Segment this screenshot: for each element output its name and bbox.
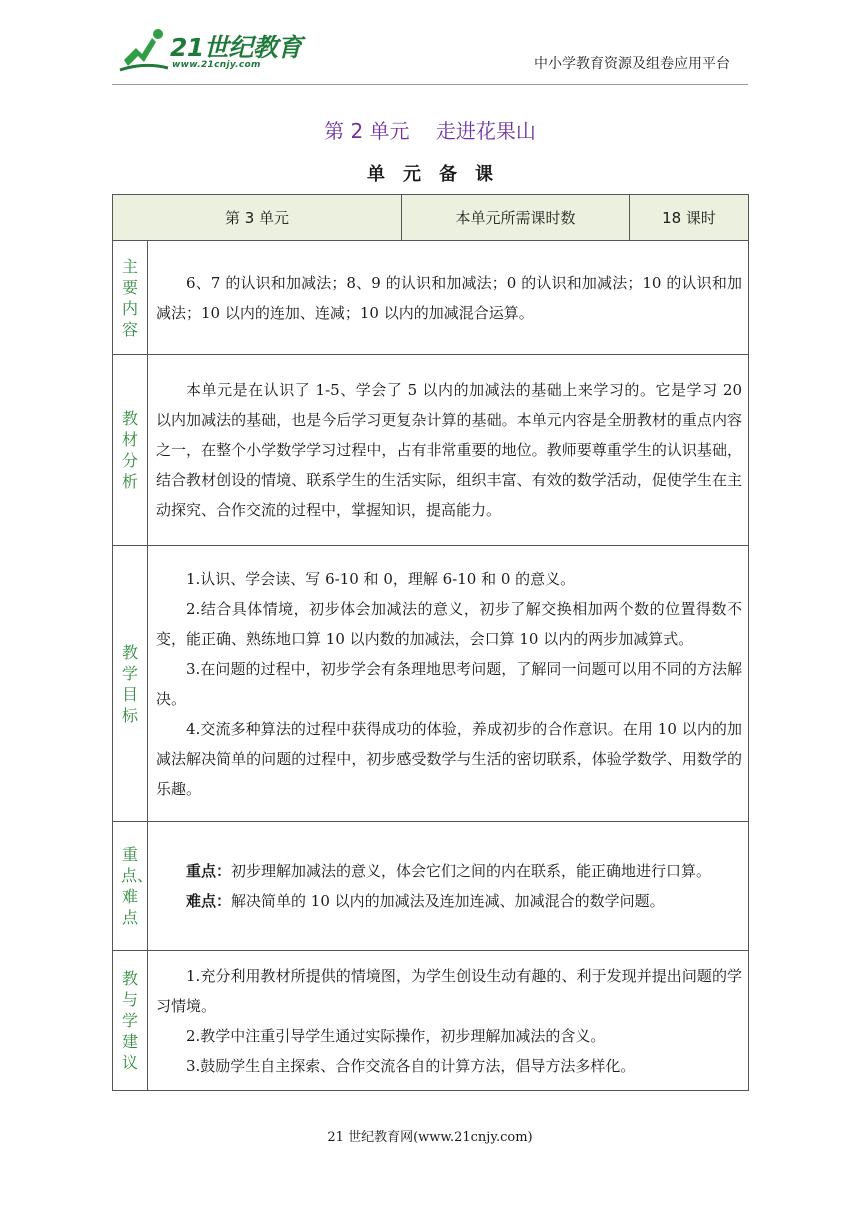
section-title: 单元备课 [367,164,511,185]
paragraph: 1.认识、学会读、写 6-10 和 0，理解 6-10 和 0 的意义。 [186,569,576,588]
row-label: 重点、难点 [121,845,154,927]
paragraph: 3.鼓励学生自主探索、合作交流各自的计算方法，倡导方法多样化。 [186,1056,636,1075]
main-content-cell [148,241,749,355]
table-row-teaching-goals [113,546,749,822]
table-row-textbook-analysis [113,355,749,546]
unit-cell: 第 3 单元 [113,195,402,241]
header-divider [112,84,748,85]
key-points-cell [148,822,749,951]
difficulty-label: 难点： [186,892,232,910]
suggestions-cell [148,951,749,1091]
hours-label-cell: 本单元所需课时数 [402,195,630,241]
row-label: 教与学建议 [121,969,138,1072]
paragraph: 3.在问题的过程中，初步学会有条理地思考问题，了解同一问题可以用不同的方法解决。 [156,659,742,708]
goals-cell [148,546,749,822]
paragraph: 本单元是在认识了 1-5、学会了 5 以内的加减法的基础上来学习的。它是学习 20 以内加减法的基础，也是今后学习更复杂计算的基础。本单元内容是全册教材的重点内容之一，在整个小学数学学习过程中，占有非常重要的地位。教师要尊重学生的认识基础，结合教材创设的情境、联系学生的生活实际，组织丰富、有效的数学活动，促使学生在主动探究、合作交流的过程中，掌握知识，提高能力。 [156,381,742,519]
table-header-row [113,195,749,241]
key-point-label: 重点： [186,862,232,880]
paragraph: 4.交流多种算法的过程中获得成功的体验，养成初步的合作意识。在用 10 以内的加减法解决简单的问题的过程中，初步感受数学与生活的密切联系，体验学数学、用数学的乐趣。 [156,719,742,798]
hours-value-cell: 18 课时 [630,195,749,241]
page-footer: 21 世纪教育网(www.21cnjy.com) [327,1130,533,1145]
key-point-text: 初步理解加减法的意义，体会它们之间的内在联系，能正确地进行口算。 [231,862,712,880]
lesson-plan-table [112,194,749,1091]
runner-logo-icon [118,26,170,74]
site-logo[interactable] [118,26,302,76]
row-label: 教学目标 [121,642,138,725]
platform-name: 中小学教育资源及组卷应用平台 [534,56,730,72]
paragraph: 1.充分利用教材所提供的情境图，为学生创设生动有趣的、利于发现并提出问题的学习情境。 [156,966,742,1015]
paragraph: 2.结合具体情境，初步体会加减法的意义，初步了解交换相加两个数的位置得数不变，能正确、熟练地口算 10 以内数的加减法，会口算 10 以内的两步加减算式。 [156,599,742,648]
logo-url: www.21cnjy.com [172,60,261,70]
row-label: 主要内容 [121,256,138,339]
table-row-key-difficult [113,822,749,951]
page-header [0,0,860,86]
row-label: 教材分析 [121,409,138,491]
paragraph: 6、7 的认识和加减法；8、9 的认识和加减法；0 的认识和加减法；10 的认识和加减法；10 以内的连加、连减；10 以内的加减混合运算。 [156,273,742,322]
analysis-cell [148,355,749,546]
table-row-suggestions [113,951,749,1091]
difficulty-paragraph [156,886,742,916]
table-row-main-content [113,241,749,355]
key-point-paragraph [156,856,742,886]
difficulty-text: 解决简单的 10 以内的加减法及连加连减、加减混合的数学问题。 [231,892,665,910]
paragraph: 2.教学中注重引导学生通过实际操作，初步理解加减法的含义。 [186,1026,606,1045]
logo-text: 21世纪教育 [170,33,302,62]
unit-title: 第 2 单元 走进花果山 [324,119,536,143]
